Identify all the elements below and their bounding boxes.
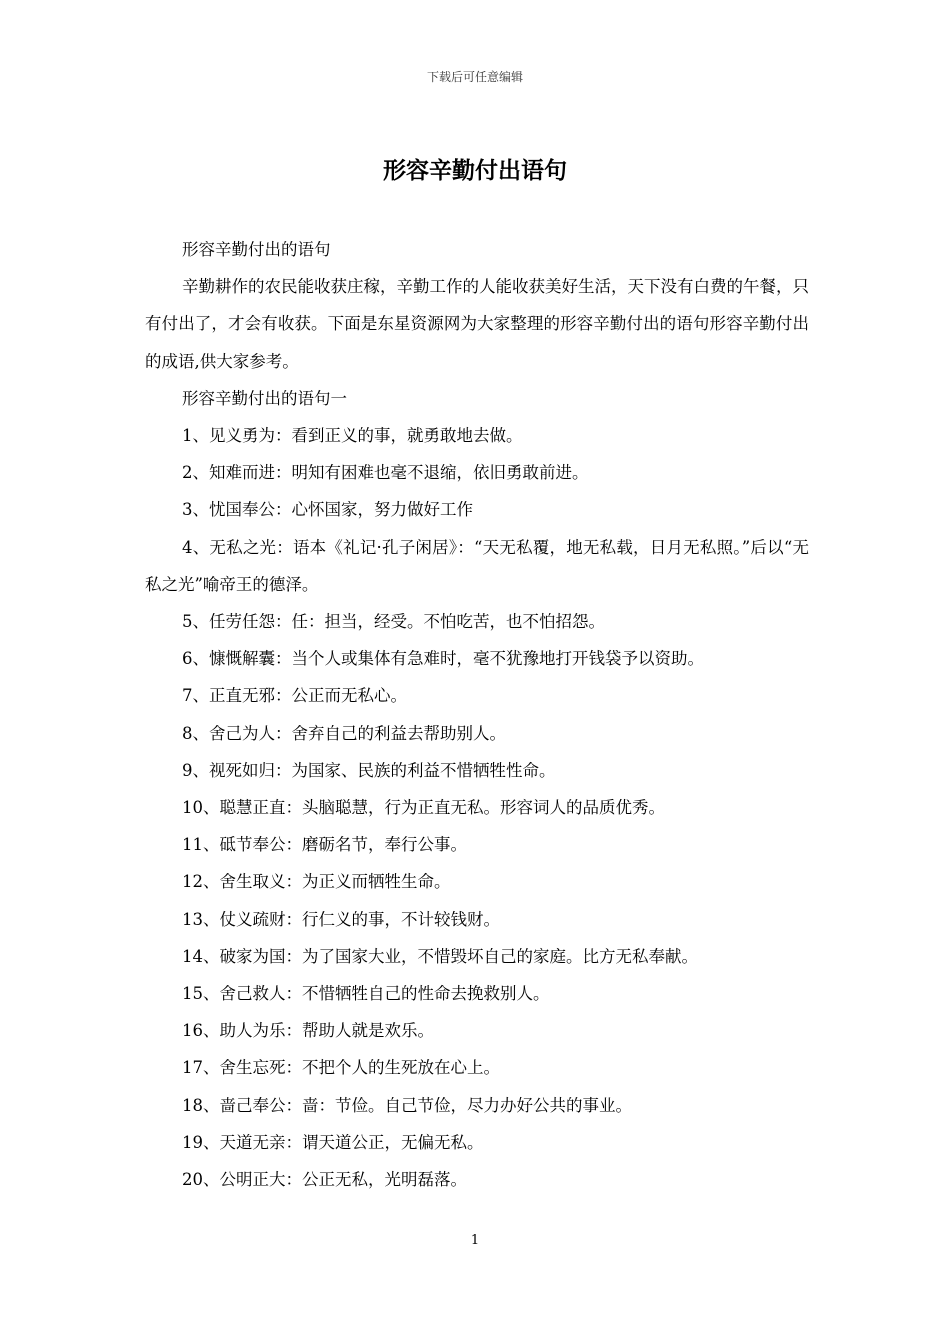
- list-item: 18、啬己奉公：啬：节俭。自己节俭，尽力办好公共的事业。: [182, 1095, 632, 1115]
- list-item: 9、视死如归：为国家、民族的利益不惜牺牲性命。: [182, 760, 556, 780]
- list-item: 4、无私之光：语本《礼记·孔子闲居》：“天无私覆，地无私载，日月无私照。”后以“无私之光”喻帝王的德泽。: [145, 537, 809, 594]
- list-item: 3、忧国奉公：心怀国家，努力做好工作: [182, 500, 473, 520]
- list-item: 17、舍生忘死：不把个人的生死放在心上。: [182, 1058, 500, 1078]
- list-item: 10、聪慧正直：头脑聪慧，行为正直无私。形容词人的品质优秀。: [182, 798, 665, 818]
- list-item: 2、知难而进：明知有困难也毫不退缩，依旧勇敢前进。: [182, 463, 589, 483]
- section-heading: 形容辛勤付出的语句: [182, 240, 331, 259]
- page-number: 1: [470, 1233, 480, 1248]
- document-title: 形容辛勤付出语句: [383, 157, 567, 184]
- document-body: [145, 231, 809, 1198]
- list-item: 16、助人为乐：帮助人就是欢乐。: [182, 1021, 434, 1041]
- list-item: 5、任劳任怨：任：担当，经受。不怕吃苦，也不怕招怨。: [182, 612, 605, 632]
- page-header-note: 下载后可任意编辑: [426, 70, 523, 84]
- list-item: 7、正直无邪：公正而无私心。: [182, 686, 407, 706]
- list-item: 6、慷慨解囊：当个人或集体有急难时，毫不犹豫地打开钱袋予以资助。: [182, 649, 704, 669]
- list-item: 20、公明正大：公正无私，光明磊落。: [182, 1170, 467, 1190]
- list-item: 8、舍己为人：舍弃自己的利益去帮助别人。: [182, 723, 506, 743]
- intro-paragraph: 辛勤耕作的农民能收获庄稼，辛勤工作的人能收获美好生活，天下没有白费的午餐，只有付出了，才会有收获。下面是东星资源网为大家整理的形容辛勤付出的语句形容辛勤付出的成语,供大家参考。: [145, 277, 809, 371]
- section-heading: 形容辛勤付出的语句一: [182, 388, 347, 408]
- list-item: 14、破家为国：为了国家大业，不惜毁坏自己的家庭。比方无私奉献。: [182, 946, 698, 966]
- list-item: 19、天道无亲：谓天道公正，无偏无私。: [182, 1132, 484, 1152]
- list-item: 13、仗义疏财：行仁义的事，不计较钱财。: [182, 909, 500, 929]
- list-item: 15、舍己救人：不惜牺牲自己的性命去挽救别人。: [182, 984, 550, 1004]
- list-item: 12、舍生取义：为正义而牺牲生命。: [182, 872, 451, 892]
- list-item: 11、砥节奉公：磨砺名节，奉行公事。: [182, 835, 467, 855]
- list-item: 1、见义勇为：看到正义的事，就勇敢地去做。: [182, 426, 523, 446]
